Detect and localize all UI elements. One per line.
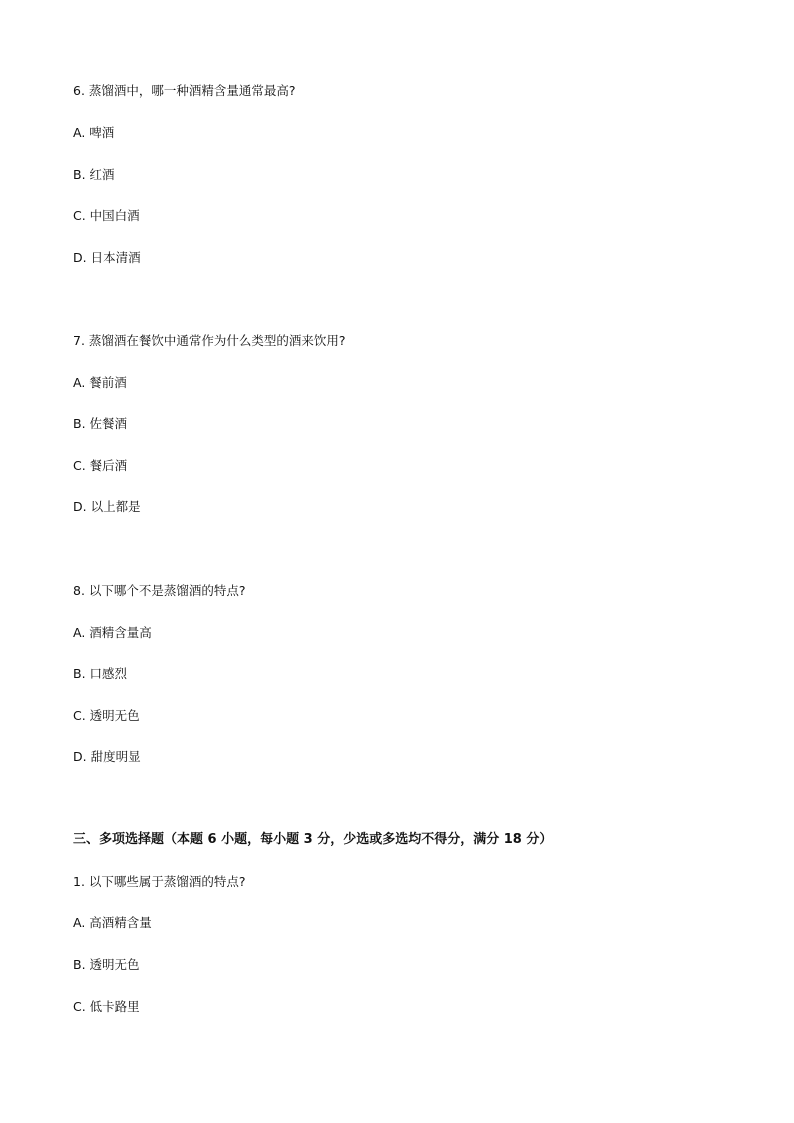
question-8-stem: 8. 以下哪个不是蒸馏酒的特点? — [73, 583, 246, 598]
question-8-option-c: C. 透明无色 — [73, 708, 140, 723]
section-3-question-1-stem: 1. 以下哪些属于蒸馏酒的特点? — [73, 874, 246, 889]
question-6-stem: 6. 蒸馏酒中，哪一种酒精含量通常最高? — [73, 83, 296, 98]
question-7-option-c: C. 餐后酒 — [73, 458, 128, 473]
question-6-option-d: D. 日本清酒 — [73, 250, 141, 265]
question-6-option-b: B. 红酒 — [73, 167, 115, 182]
section-3-heading: 三、多项选择题（本题 6 小题，每小题 3 分，少选或多选均不得分，满分 18 分） — [73, 832, 553, 847]
question-7-stem: 7. 蒸馏酒在餐饮中通常作为什么类型的酒来饮用? — [73, 333, 346, 348]
section-3-question-1-option-c: C. 低卡路里 — [73, 999, 140, 1014]
question-6-option-a: A. 啤酒 — [73, 125, 115, 140]
question-8-option-d: D. 甜度明显 — [73, 749, 141, 764]
question-8-option-a: A. 酒精含量高 — [73, 625, 152, 640]
question-7-option-b: B. 佐餐酒 — [73, 416, 128, 431]
question-8-option-b: B. 口感烈 — [73, 666, 128, 681]
section-3-question-1-option-a: A. 高酒精含量 — [73, 915, 152, 930]
question-7-option-d: D. 以上都是 — [73, 499, 141, 514]
question-7-option-a: A. 餐前酒 — [73, 375, 127, 390]
question-6-option-c: C. 中国白酒 — [73, 208, 140, 223]
section-3-question-1-option-b: B. 透明无色 — [73, 957, 140, 972]
